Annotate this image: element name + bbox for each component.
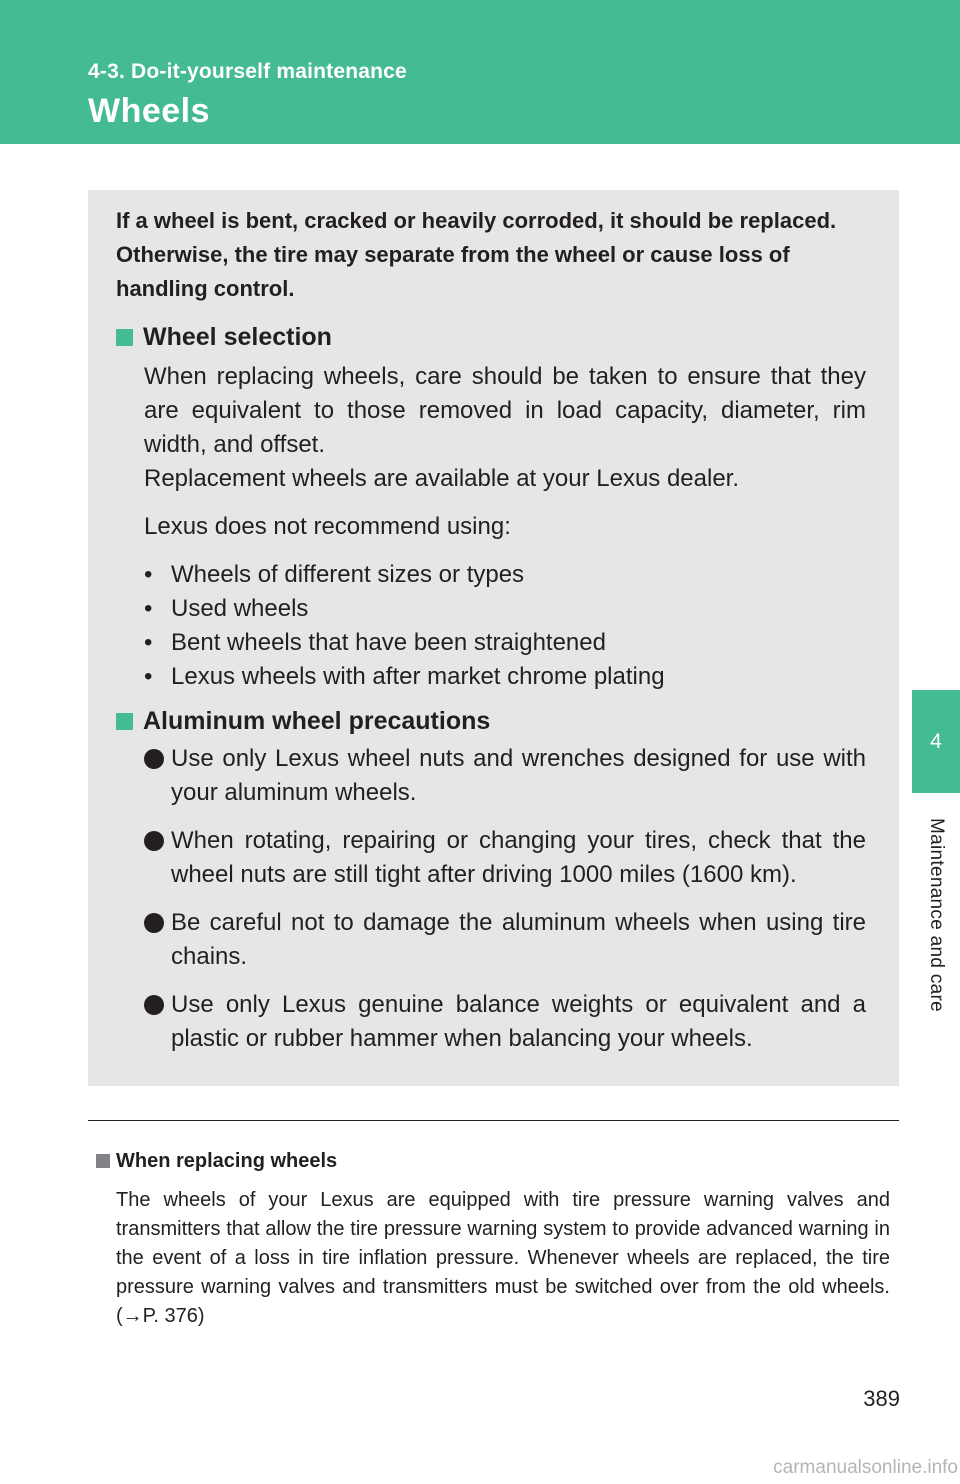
list-item: • Lexus wheels with after market chrome plating [144, 663, 665, 690]
not-recommend-list [116, 558, 866, 694]
list-item: • Bent wheels that have been straightened [144, 629, 606, 656]
note-heading-text: When replacing wheels [116, 1150, 338, 1172]
list-item: • Used wheels [144, 595, 309, 622]
list-item: Use only Lexus genuine balance weights or equivalent and a plastic or rubber hammer when balancing your wheels. [116, 988, 866, 1056]
square-bullet-icon [116, 329, 133, 346]
chapter-tab[interactable] [912, 690, 960, 793]
divider [88, 1120, 899, 1121]
circle-bullet-icon [144, 913, 164, 933]
square-bullet-icon [116, 713, 133, 730]
circle-bullet-icon [144, 995, 164, 1015]
dealer-para: Replacement wheels are available at your Lexus dealer. [144, 465, 740, 492]
chapter-number: 4 [930, 729, 942, 753]
chapter-label-text: Maintenance and care [926, 817, 947, 1012]
heading-text: Wheel selection [143, 323, 332, 351]
watermark: carmanualsonline.info [773, 1457, 958, 1478]
list-item: When rotating, repairing or changing your tires, check that the wheel nuts are still tight after driving 1000 miles (1600 km). [116, 824, 866, 892]
page-number: 389 [863, 1386, 900, 1411]
circle-bullet-icon [144, 749, 164, 769]
circle-bullet-icon [144, 831, 164, 851]
chapter-label [912, 800, 960, 1030]
list-item: Use only Lexus wheel nuts and wrenches designed for use with your aluminum wheels. [116, 742, 866, 810]
aluminum-heading [116, 704, 866, 738]
note-heading [96, 1146, 890, 1176]
list-item: • Wheels of different sizes or types [144, 561, 525, 588]
wheel-selection-para: When replacing wheels, care should be taken to ensure that they are equivalent to those removed in load capacity, diameter, rim width, and offset. [144, 363, 866, 458]
wheel-selection-heading [116, 320, 866, 354]
list-item: Be careful not to damage the aluminum wheels when using tire chains. [116, 906, 866, 974]
not-recommend-para: Lexus does not recommend using: [144, 513, 511, 540]
section-label: 4-3. Do-it-yourself maintenance [88, 60, 407, 83]
note-section [96, 1146, 890, 1331]
page-title: Wheels [88, 92, 211, 130]
page-header [0, 0, 960, 144]
intro-text: If a wheel is bent, cracked or heavily corroded, it should be replaced. Otherwise, the tire may separate from the wheel or cause loss of handling control. [116, 208, 837, 301]
caution-box [88, 190, 899, 1086]
heading-text: Aluminum wheel precautions [143, 707, 491, 735]
square-bullet-icon [96, 1154, 110, 1168]
note-text[interactable]: The wheels of your Lexus are equipped with tire pressure warning valves and transmitters that allow the tire pressure warning system to provide advanced warning in the event of a loss in tire inflation pressure. Whenever wheels are replaced, the tire pressure warning valves and transmitters must be switched over from the old wheels. (→P. 376) [116, 1189, 890, 1327]
